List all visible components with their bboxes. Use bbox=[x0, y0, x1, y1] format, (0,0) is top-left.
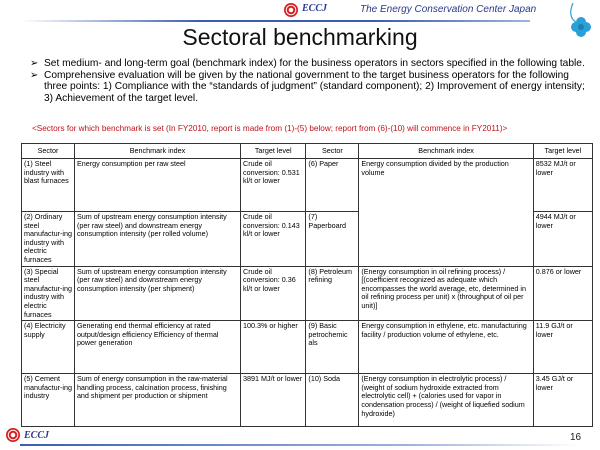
header-divider bbox=[20, 20, 530, 22]
target-level-cell: 3.45 GJ/t or lower bbox=[533, 374, 592, 427]
column-header: Benchmark index bbox=[74, 144, 240, 159]
bullet-text: Comprehensive evaluation will be given by the national government to the target business operators for the following three points: 1) Compliance with the “standards of judgment” (standard component); 2) Improvement of energy intensity; 3) Achievement of the target level. bbox=[44, 69, 585, 104]
target-level-cell: Crude oil conversion: 0.143 kl/t or lower bbox=[241, 212, 306, 267]
eccj-logo-icon bbox=[284, 3, 298, 17]
sector-note: <Sectors for which benchmark is set (In FY2010, report is made from (1)-(5) below; report from (6)-(10) will commence in FY2011)> bbox=[32, 124, 508, 133]
benchmark-index-cell: Sum of upstream energy consumption intensity (per raw steel) and downstream energy consumption intensity (per shipment) bbox=[74, 266, 240, 321]
header-logo-text: ECCJ bbox=[302, 3, 328, 14]
benchmark-index-cell: Energy consumption per raw steel bbox=[74, 159, 240, 212]
column-header: Sector bbox=[306, 144, 359, 159]
sector-number: (7) bbox=[308, 212, 318, 221]
benchmark-index-cell: Sum of upstream energy consumption intensity (per raw steel) and downstream energy consumption intensity (per rolled volume) bbox=[74, 212, 240, 267]
target-level-cell: Crude oil conversion: 0.531 kl/t or lower bbox=[241, 159, 306, 212]
table-row bbox=[22, 321, 593, 374]
bullet-text: Set medium- and long-term goal (benchmark index) for the business operators in sectors specified in the following table. bbox=[44, 58, 585, 69]
sector-cell: (8) Petroleum refining bbox=[306, 266, 359, 321]
sector-cell: (9) Basic petrochemic als bbox=[306, 321, 359, 374]
benchmark-index-cell: Generating end thermal efficiency at rated output/design efficiency Efficiency of thermal power generation bbox=[74, 321, 240, 374]
sector-cell: (6) Paper bbox=[306, 159, 359, 212]
page-number: 16 bbox=[570, 432, 582, 443]
footer-divider bbox=[20, 444, 580, 446]
bullet-item bbox=[30, 58, 590, 70]
column-header: Sector bbox=[22, 144, 75, 159]
benchmark-index-cell: Sum of energy consumption in the raw-material handling process, calcination process, finishing and shipment per production or shipment bbox=[74, 374, 240, 427]
target-level-cell: 0.876 or lower bbox=[533, 266, 592, 321]
bullet-item bbox=[30, 70, 590, 105]
target-level-cell: 100.3% or higher bbox=[241, 321, 306, 374]
target-level-cell: 4944 MJ/t or lower bbox=[533, 212, 592, 267]
sector-cell: (5) Cement manufactur-ing industry bbox=[22, 374, 75, 427]
table-row bbox=[22, 266, 593, 321]
arrow-bullet-icon: ➢ bbox=[30, 69, 39, 81]
benchmark-index-cell: Energy consumption divided by the production volume bbox=[359, 159, 533, 267]
arrow-bullet-icon: ➢ bbox=[30, 58, 39, 69]
benchmark-table bbox=[21, 143, 593, 427]
table-row bbox=[22, 159, 593, 212]
slide-title: Sectoral benchmarking bbox=[182, 24, 418, 50]
sector-cell: (4) Electricity supply bbox=[22, 321, 75, 374]
benchmark-index-cell: Energy consumption in ethylene, etc. manufacturing facility / production volume of ethylene, etc. bbox=[359, 321, 533, 374]
sector-cell: (3) Special steel manufactur-ing industry with electric furnaces bbox=[22, 266, 75, 321]
target-level-cell: 8532 MJ/t or lower bbox=[533, 159, 592, 212]
organization-name: The Energy Conservation Center Japan bbox=[360, 4, 537, 15]
benchmark-index-cell: (Energy consumption in electrolytic process) / (weight of sodium hydroxide extracted from electrolytic cell) + (calories used for vapor in condensation process) / (weight of liquefied sodium hydroxide) bbox=[359, 374, 533, 427]
sector-cell bbox=[306, 212, 359, 267]
target-level-cell: Crude oil conversion: 0.36 kl/t or lower bbox=[241, 266, 306, 321]
table-row bbox=[22, 374, 593, 427]
footer-logo-text: ECCJ bbox=[24, 430, 50, 441]
sector-cell: (10) Soda bbox=[306, 374, 359, 427]
eccj-logo-icon bbox=[6, 428, 20, 442]
target-level-cell: 11.9 GJ/t or lower bbox=[533, 321, 592, 374]
column-header: Target level bbox=[533, 144, 592, 159]
benchmark-index-cell: (Energy consumption in oil refining process) / [(coefficient recognized as adequate which encompasses the world average, etc, determined in oil refining process per unit) x (throughput of oil per unit)] bbox=[359, 266, 533, 321]
header-bar bbox=[0, 0, 600, 22]
column-header: Benchmark index bbox=[359, 144, 533, 159]
sector-label: Paperboard bbox=[308, 220, 346, 230]
sector-cell: (1) Steel industry with blast furnaces bbox=[22, 159, 75, 212]
bullet-list bbox=[30, 58, 590, 104]
column-header: Target level bbox=[241, 144, 306, 159]
target-level-cell: 3891 MJ/t or lower bbox=[241, 374, 306, 427]
sector-cell: (2) Ordinary steel manufactur-ing industry with electric furnaces bbox=[22, 212, 75, 267]
table-header-row bbox=[22, 144, 593, 159]
